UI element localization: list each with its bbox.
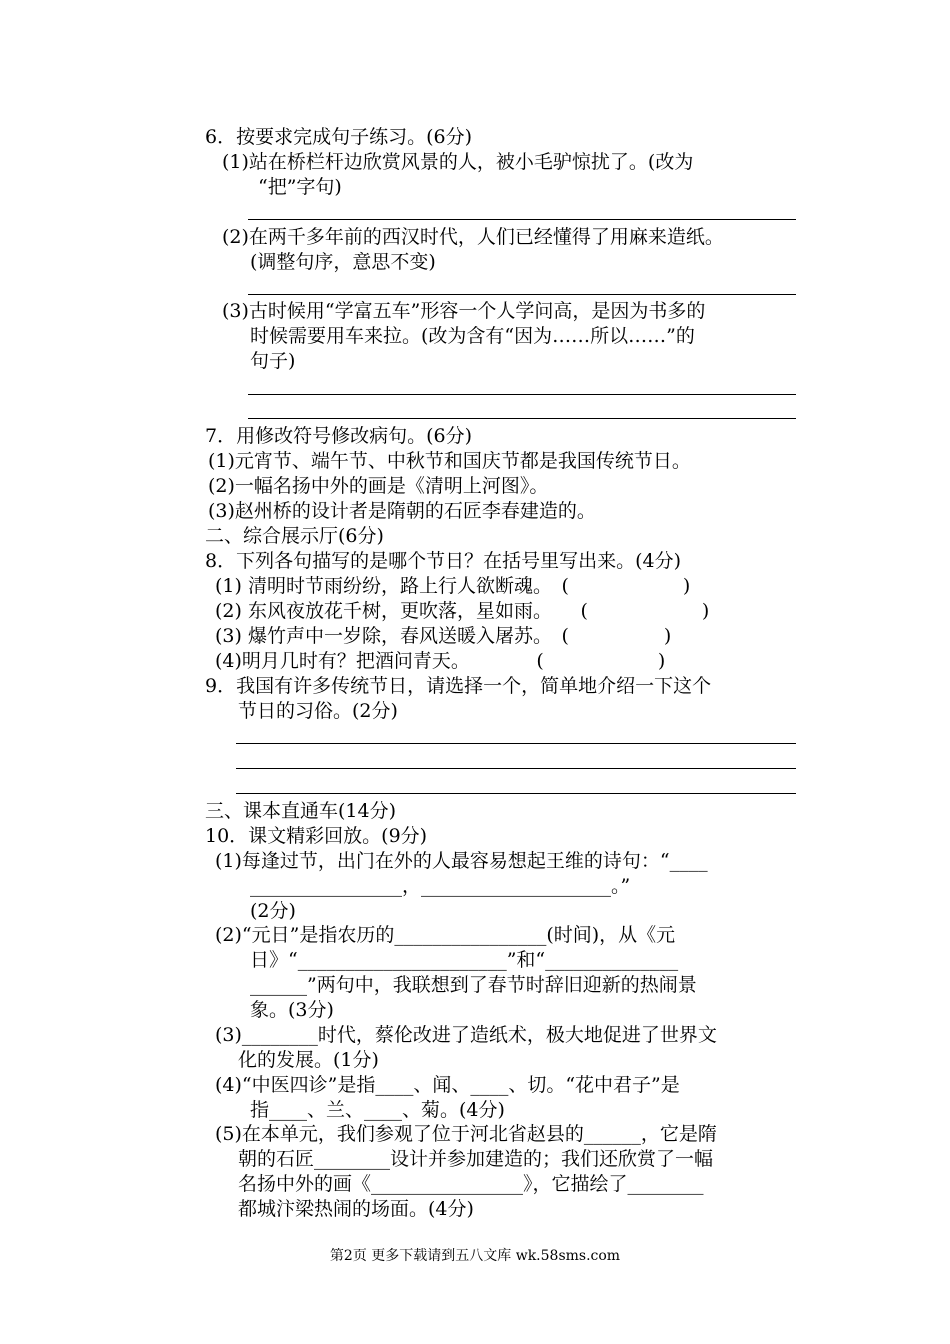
q10-part2-line2: 日》“______________________”和“______________ <box>250 949 679 971</box>
q10-part2-line4: 象。(3分) <box>250 999 334 1021</box>
q9-answer-line-1[interactable] <box>236 743 796 744</box>
q7-sentence1: (1)元宵节、端午节、中秋节和国庆节都是我国传统节日。 <box>208 450 691 472</box>
q10-part2-line3: ______”两句中，我联想到了春节时辞旧迎新的热闹景 <box>250 974 697 996</box>
q7-title: 7．用修改符号修改病句。(6分) <box>205 425 473 447</box>
q8-item4: (4)明月几时有？把酒问青天。 ( ) <box>215 650 666 672</box>
q10-part5-line2: 朝的石匠________设计并参加建造的；我们还欣赏了一幅 <box>238 1148 714 1170</box>
q10-part1-line2: ________________，____________________。” <box>250 875 631 897</box>
q6-sentence3-line2: 时候需要用车来拉。(改为含有“因为……所以……”的 <box>250 325 695 347</box>
q7-sentence2: (2)一幅名扬中外的画是《清明上河图》。 <box>208 475 549 497</box>
q9-line2: 节日的习俗。(2分) <box>238 700 398 722</box>
q8-item2: (2) 东风夜放花千树，更吹落，星如雨。 ( ) <box>215 600 710 622</box>
q8-title: 8．下列各句描写的是哪个节日？在括号里写出来。(4分) <box>205 550 682 572</box>
q8-item3: (3) 爆竹声中一岁除，春风送暖入屠苏。 ( ) <box>215 625 672 647</box>
q6-answer-line-1[interactable] <box>248 219 796 220</box>
page-footer: 第2页 更多下载请到五八文库 wk.58sms.com <box>329 1248 621 1264</box>
q6-sentence2-line1: (2)在两千多年前的西汉时代，人们已经懂得了用麻来造纸。 <box>222 226 724 248</box>
q10-part1-line3: (2分) <box>250 900 296 922</box>
q9-answer-line-2[interactable] <box>236 768 796 769</box>
q8-item1: (1) 清明时节雨纷纷，路上行人欲断魂。 ( ) <box>215 575 691 597</box>
q6-sentence2-line2: (调整句序，意思不变) <box>250 251 436 273</box>
q6-answer-line-3[interactable] <box>248 394 796 395</box>
q6-answer-line-4[interactable] <box>248 418 796 419</box>
q10-part1-line1: (1)每逢过节，出门在外的人最容易想起王维的诗句：“____ <box>215 850 708 872</box>
section3-heading: 三、课本直通车(14分) <box>205 800 397 822</box>
q6-sentence3-line3: 句子) <box>250 350 296 372</box>
q10-part3-line2: 化的发展。(1分) <box>238 1049 379 1071</box>
q6-sentence1-line2: “把”字句) <box>258 176 342 198</box>
q6-title: 6．按要求完成句子练习。(6分) <box>205 126 473 148</box>
q6-answer-line-2[interactable] <box>248 294 796 295</box>
q10-part3-line1: (3)________时代，蔡伦改进了造纸术，极大地促进了世界文 <box>215 1024 717 1046</box>
q9-line1: 9．我国有许多传统节日，请选择一个，简单地介绍一下这个 <box>205 675 712 697</box>
q6-sentence1-line1: (1)站在桥栏杆边欣赏风景的人，被小毛驴惊扰了。(改为 <box>222 151 694 173</box>
q10-part5-line1: (5)在本单元，我们参观了位于河北省赵县的______，它是隋 <box>215 1123 717 1145</box>
q10-part4-line2: 指____、兰、____、菊。(4分) <box>250 1099 505 1121</box>
q7-sentence3: (3)赵州桥的设计者是隋朝的石匠李春建造的。 <box>208 500 596 522</box>
q6-sentence3-line1: (3)古时候用“学富五车”形容一个人学问高，是因为书多的 <box>222 300 706 322</box>
q10-title: 10．课文精彩回放。(9分) <box>205 825 428 847</box>
q10-part2-line1: (2)“元日”是指农历的________________(时间)，从《元 <box>215 924 676 946</box>
q9-answer-line-3[interactable] <box>236 793 796 794</box>
q10-part4-line1: (4)“中医四诊”是指____、闻、____、切。“花中君子”是 <box>215 1074 680 1096</box>
q10-part5-line3: 名扬中外的画《________________》，它描绘了________ <box>238 1173 704 1195</box>
q10-part5-line4: 都城汴梁热闹的场面。(4分) <box>238 1198 474 1220</box>
section2-heading: 二、综合展示厅(6分) <box>205 525 384 547</box>
